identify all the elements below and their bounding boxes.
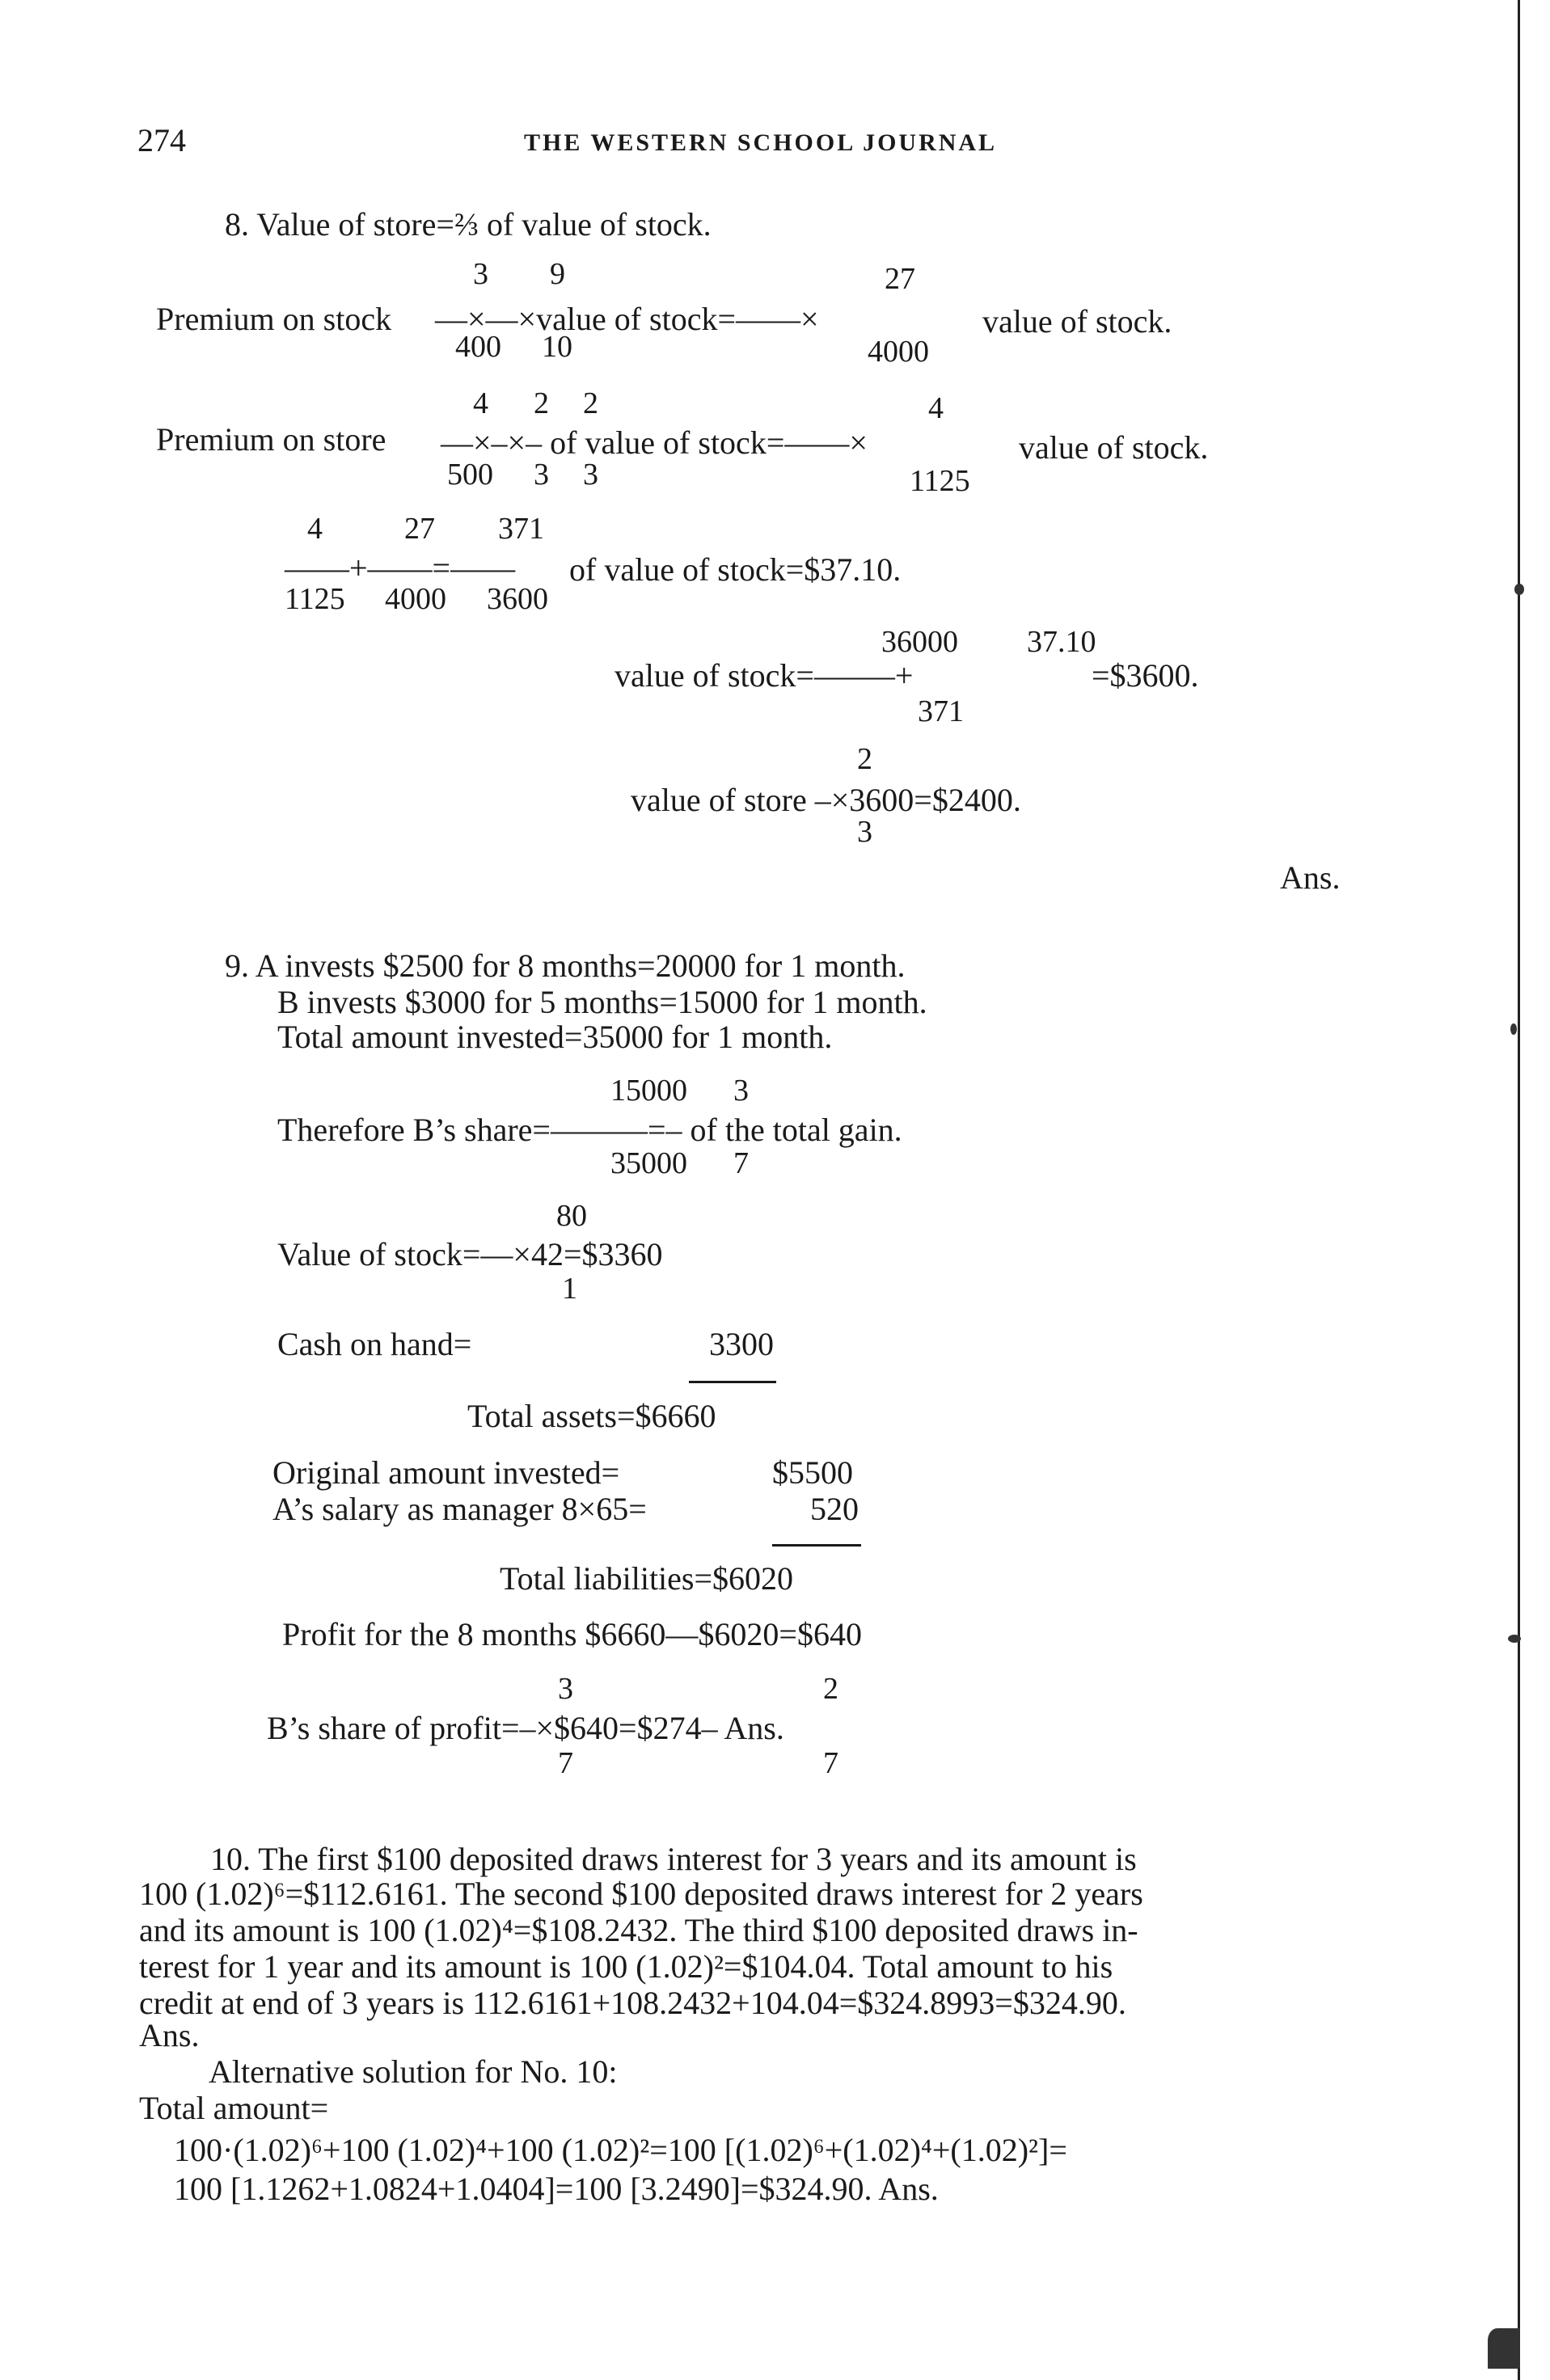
p9-orig-label: Original amount invested=	[272, 1454, 620, 1491]
p9-salary-value: 520	[810, 1491, 859, 1527]
p10-line: 100 (1.02)⁶=$112.6161. The second $100 deposited draws interest for 2 years	[139, 1876, 1143, 1912]
p9-line3: Total amount invested=35000 for 1 month.	[277, 1019, 833, 1055]
p8-ans: Ans.	[1280, 859, 1341, 896]
p8-prem-store-n4: 4	[928, 391, 944, 425]
p9-salary-label: A’s salary as manager 8×65=	[272, 1491, 647, 1527]
p8-prem-stock-d1: 400	[455, 330, 501, 364]
p8-sum-tail: of value of stock=$37.10.	[569, 551, 902, 588]
p8-vstore-num: 2	[857, 742, 872, 776]
p9-stock-den: 1	[562, 1272, 577, 1306]
p8-sum-mid: ——+——=——	[285, 550, 516, 586]
p9-line1: 9. A invests $2500 for 8 months=20000 for 1 month.	[225, 947, 906, 984]
p10-line: 10. The first $100 deposited draws interest for 3 years and its amount is	[210, 1841, 1137, 1877]
p10-alt-line2: 100 [1.1262+1.0824+1.0404]=100 [3.2490]=$324.90. Ans.	[174, 2171, 939, 2207]
p8-prem-store-n1: 4	[473, 386, 488, 420]
p8-prem-stock-tail: value of stock.	[982, 303, 1172, 340]
p8-prem-stock-n1: 3	[473, 257, 488, 291]
p8-vstock-tail: =$3600.	[1092, 657, 1199, 694]
p8-prem-store-mid: —×–×– of value of stock=——×	[441, 424, 868, 461]
p9-share-n1: 15000	[610, 1074, 687, 1108]
p9-line2: B invests $3000 for 5 months=15000 for 1 month.	[277, 984, 927, 1020]
p8-prem-store-d1: 500	[447, 458, 493, 492]
p8-sum-n3: 371	[498, 512, 544, 546]
p9-bshare-d2: 7	[823, 1746, 838, 1780]
p9-liab: Total liabilities=$6020	[500, 1560, 794, 1597]
p10-line: Ans.	[139, 2017, 200, 2053]
p10-line: and its amount is 100 (1.02)⁴=$108.2432. The third $100 deposited draws in-	[139, 1912, 1138, 1948]
p9-share-d1: 35000	[610, 1146, 687, 1180]
scan-speck	[1488, 2328, 1520, 2369]
p8-sum-n1: 4	[307, 512, 323, 546]
p9-bshare-label: B’s share of profit=–×$640=$274– Ans.	[267, 1710, 784, 1746]
p8-vstock-num: 36000	[881, 625, 958, 659]
p8-prem-store-d2: 3	[534, 458, 549, 492]
p8-vstock-label: value of stock=——–+	[615, 657, 914, 694]
p9-profit: Profit for the 8 months $6660—$6020=$640	[282, 1616, 862, 1652]
p8-sum-n2: 27	[404, 512, 435, 546]
p8-vstock-den: 371	[918, 694, 964, 728]
p8-prem-store-n3: 2	[583, 386, 598, 420]
p8-prem-stock-d3: 4000	[868, 335, 929, 369]
p9-cash-value: 3300	[709, 1326, 774, 1362]
p8-prem-store-label: Premium on store	[156, 421, 386, 458]
p9-cash-label: Cash on hand=	[277, 1326, 472, 1362]
p8-vstore-den: 3	[857, 815, 872, 849]
p8-vstore-label: value of store –×3600=$2400.	[631, 782, 1021, 818]
p8-prem-stock-n3: 27	[885, 262, 915, 296]
p8-vstock-num2: 37.10	[1027, 625, 1096, 659]
p9-bshare-n1: 3	[558, 1672, 573, 1706]
p8-line1: 8. Value of store=⅔ of value of stock.	[225, 206, 712, 243]
p9-share-label: Therefore B’s share=———=– of the total gain.	[277, 1112, 902, 1148]
p10-alt-total: Total amount=	[139, 2090, 329, 2126]
p8-prem-store-tail: value of stock.	[1019, 429, 1209, 466]
scan-speck	[1510, 1023, 1517, 1035]
p8-sum-d2: 4000	[385, 582, 446, 616]
scan-speck	[1508, 1635, 1521, 1643]
p9-orig-value: $5500	[772, 1454, 853, 1491]
p9-bshare-n2: 2	[823, 1672, 838, 1706]
page-number: 274	[137, 122, 186, 158]
p9-stock-num: 80	[556, 1199, 587, 1233]
p8-prem-stock-n2: 9	[550, 257, 565, 291]
p9-liab-rule	[772, 1544, 861, 1547]
p8-prem-stock-label: Premium on stock	[156, 301, 392, 337]
p9-assets: Total assets=$6660	[467, 1398, 716, 1434]
scan-edge-line	[1518, 0, 1520, 2380]
p9-bshare-d1: 7	[558, 1746, 573, 1780]
p9-assets-rule	[689, 1381, 776, 1383]
p8-prem-stock-d2: 10	[542, 330, 572, 364]
p8-prem-store-n2: 2	[534, 386, 549, 420]
journal-title: THE WESTERN SCHOOL JOURNAL	[524, 129, 998, 156]
p9-share-d2: 7	[733, 1146, 749, 1180]
p8-sum-d3: 3600	[487, 582, 548, 616]
p10-alt-title: Alternative solution for No. 10:	[209, 2053, 618, 2090]
p10-line: credit at end of 3 years is 112.6161+108.2432+104.04=$324.8993=$324.90.	[139, 1985, 1126, 2021]
p10-alt-line1: 100·(1.02)⁶+100 (1.02)⁴+100 (1.02)²=100 [(1.02)⁶+(1.02)⁴+(1.02)²]=	[174, 2132, 1067, 2168]
p8-prem-stock-mid: —×—×value of stock=——×	[435, 301, 819, 337]
p8-sum-d1: 1125	[285, 582, 345, 616]
p8-prem-store-d4: 1125	[910, 464, 970, 498]
p9-stock-label: Value of stock=—×42=$3360	[277, 1236, 663, 1272]
p10-line: terest for 1 year and its amount is 100 (1.02)²=$104.04. Total amount to his	[139, 1948, 1113, 1985]
p9-share-n2: 3	[733, 1074, 749, 1108]
p8-prem-store-d3: 3	[583, 458, 598, 492]
scan-speck	[1514, 584, 1524, 595]
